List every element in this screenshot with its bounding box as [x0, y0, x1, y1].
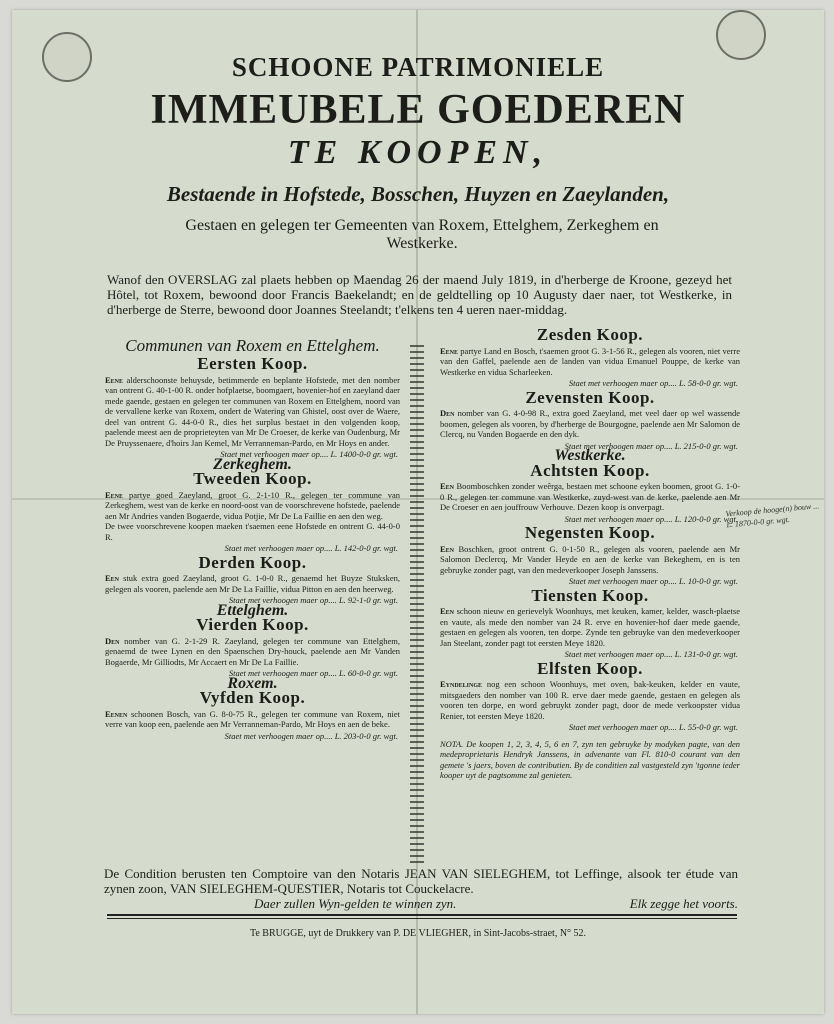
- wyn-gelden-text: Daer zullen Wyn-gelden te winnen zyn.: [254, 896, 457, 911]
- lot-price: Staet met verhoogen maer op.... L. 131-0-0 gr. wgt.: [564, 649, 738, 659]
- lot-text: [440, 408, 740, 440]
- lot-text: [440, 544, 740, 576]
- lot-initial: Een: [440, 606, 455, 616]
- printer-imprint: Te BRUGGE, uyt de Drukkery van P. DE VLIEGHER, in Sint-Jacobs-straet, N° 52.: [249, 928, 587, 939]
- poster-sheet: [12, 10, 824, 1014]
- lot-text: [440, 481, 740, 513]
- lot-text: [440, 346, 740, 378]
- lot-initial: Een: [440, 481, 455, 491]
- lot-heading: Vyfden Koop.: [199, 688, 306, 707]
- title-line-3: TE KOOPEN,: [287, 134, 549, 171]
- lot-price: Staet met verhoogen maer op.... L. 55-0-0 gr. wgt.: [568, 722, 738, 732]
- lot-body: alderschoonste behuysde, betimmerde en beplante Hofstede, met den nomber van ontrent G. 40-1-00 R. onder hofplaetse, boomgaert, hovenier-hof en zaeyland daer mede gaende, gestaen en gelegen ter communen van Roxem en Ettelghem, noord van de vervallene kerke van Roxem, ondert de Watering van Ghistel, oost over de Waere, deel van ontrent G. 44-0-0 R., dies het surplus bestaet in den volgenden koop, paelende meest aen de proprieteyten van Mr De Croeser, de kerke van Oudenburg, Mr De Pruyssenaere, d'hoirs Jan Kemel, Mr Verranneman-Pardo, en Mr Hoys en ander.: [105, 374, 400, 448]
- lot-body: Boomboschken zonder weêrga, bestaen met schoone eyken boomen, groot G. 1-0-0 R., gelegen ter commune van Westkerke, zuyd-west van de kerke, paelende aen Mr De Croeser en aen jouffrouw Verhouve. Dezen koop is onverpagt.: [440, 481, 741, 512]
- lot-body: nomber van G. 4-0-98 R., extra goed Zaeyland, met veel daer op wel wassende boomen, gelegen als vooren, by d'herberge de Bourgogne, paelende aen Mr Salomon de Clercq, nu Vanden Bogaerde en den dyk.: [440, 408, 741, 439]
- left-column: [105, 336, 400, 741]
- lot-initial: Eene: [105, 374, 124, 385]
- lot-price: Staet met verhoogen maer op.... L. 215-0-0 gr. wgt.: [564, 440, 738, 451]
- lot-body: partye Land en Bosch, t'saemen groot G. 3-1-56 R., gelegen als vooren, niet verre van den Gaffel, paelende aen de landen van vidua Emanuel Pouppe, de kerke van Westkerke en vidua Scharleeken.: [440, 345, 740, 377]
- lot-heading: Eersten Koop.: [197, 354, 308, 373]
- lot-heading: Derden Koop.: [198, 552, 307, 572]
- lot-text: [105, 573, 400, 594]
- lot-initial: Eyndelinge: [440, 679, 483, 689]
- center-ornament: [410, 345, 424, 865]
- bottom-rule-thin: [107, 918, 737, 919]
- lot-initial: Eene: [105, 489, 124, 500]
- lot-initial: Eenen: [105, 708, 128, 719]
- lot-price: Staet met verhoogen maer op.... L. 203-0-0 gr. wgt.: [224, 730, 398, 741]
- lot-initial: Den: [440, 408, 455, 418]
- lot-initial: Den: [105, 635, 120, 646]
- lot-price: Staet met verhoogen maer op.... L. 60-0-0 gr. wgt.: [228, 668, 398, 678]
- lot-body: Boschken, groot ontrent G. 0-1-50 R., gelegen als vooren, paelende aen Mr Salomon Declercq, Mr Vander Heyde en aen de kerke van Bekeghem, en is ten gebruyke zonder pagt, van den medeverkooper Joseph Janssens.: [440, 543, 741, 575]
- lot-heading: Tweeden Koop.: [193, 469, 312, 488]
- title-line-2: IMMEUBELE GOEDEREN: [150, 87, 686, 133]
- lot-price: Staet met verhoogen maer op.... L. 10-0-0 gr. wgt.: [568, 576, 738, 586]
- lot-body: nomber van G. 2-1-29 R. Zaeyland, gelegen ter commune van Ettelghem, genaemd de twee Lynen en den Spaenschen Dry-houck, paelende aen Mr Vanden Bogaerde, Mr Gilliodts, Mr Accaert en Mr De La Faillie.: [105, 635, 400, 667]
- lot-text: [105, 709, 400, 730]
- bottom-rule: [107, 914, 737, 916]
- lot-heading: Vierden Koop.: [196, 615, 309, 634]
- lot-heading: Negensten Koop.: [524, 523, 656, 542]
- region-heading: Ettelghem.: [216, 601, 289, 619]
- title-line-1: SCHOONE PATRIMONIELE: [231, 52, 605, 82]
- region-heading: Communen van Roxem en Ettelghem.: [125, 336, 380, 355]
- lot-heading: Tiensten Koop.: [531, 585, 649, 605]
- lot-body: partye goed Zaeyland, groot G. 2-1-10 R., gelegen ter commune van Zerkeghem, west van de kerke en noord-oost van de voorschrevene hofstede, paelende aen Mr Andries vanden Bogaerde, vidua Potjie, Mr De La Faillie en aen den weg.: [105, 489, 401, 521]
- lot-initial: Een: [440, 543, 455, 554]
- lot-body: nog een schoon Woonhuys, met oven, bak-keuken, kelder en vaute, mitsgaeders den nomber van 100 R. erve daer mede gaende, gestaen en gelegen als vooren ten dorpe, en word gebruykt zonder pagt, door de mede verkoopster vidua Renier, tot eersten Meye 1820.: [440, 679, 740, 721]
- lot-price: Staet met verhoogen maer op.... L. 142-0-0 gr. wgt.: [224, 543, 398, 553]
- lot-heading: Achtsten Koop.: [530, 460, 650, 480]
- lot-body: schoon nieuw en gerievelyk Woonhuys, met keuken, kamer, kelder, wasch-plaetse en vaute, als mede den nomber van 24 R. erve en hovenier-hof daer mede gaende, gestaen en gelegen als vooren, ten dorpe. Zynde ten gebruyke van den medeverkooper Jan Steelant, zonder pagt tot eersten Meye 1820.: [440, 606, 740, 648]
- lot-text: [440, 606, 740, 648]
- lot-text: [105, 490, 400, 522]
- lot-note: De twee voorschrevene koopen maeken t'saemen eene Hofstede en ontrent G. 44-0-0 R.: [105, 521, 400, 542]
- lot-body: stuk extra goed Zaeyland, groot G. 1-0-0 R., genaemd het Buyze Stuksken, gelegen als vooren, paelende aen Mr De La Faillie, vidua Pitton en aen den heerweg.: [105, 573, 400, 594]
- nota-paragraph: NOTA. De koopen 1, 2, 3, 4, 5, 6 en 7, zyn ten gebruyke by modyken pagte, van den medeproprietaris Hendryk Janssens, in advenante van Fl. 810-0 courant van den gemete 's jaers, boven de contributien. By de conditien zal vastgesteld zyn 'tgonne ieder kooper uyt de pagtsomme zal genieten.: [440, 738, 740, 780]
- lot-price: Staet met verhoogen maer op.... L. 1400-0-0 gr. wgt.: [220, 449, 398, 459]
- handwritten-annotation: Verkoop de hooge(n) bouw ... L. 1870-0-0 gr. wgt.: [725, 501, 820, 530]
- right-column: [440, 326, 740, 781]
- subtitle-line: Bestaende in Hofstede, Bosschen, Huyzen en Zaeylanden,: [166, 182, 670, 206]
- lot-price: Staet met verhoogen maer op.... L. 92-1-0 gr. wgt.: [228, 595, 398, 605]
- lot-price: Staet met verhoogen maer op.... L. 120-0-0 gr. wgt.: [564, 513, 738, 524]
- lot-heading: Elfsten Koop.: [537, 658, 643, 678]
- lot-text: [440, 679, 740, 721]
- location-line: Gestaen en gelegen ter Gemeenten van Roxem, Ettelghem, Zerkeghem en Westkerke.: [185, 217, 659, 252]
- voorts-text: Elk zegge het voorts.: [629, 896, 738, 911]
- region-heading: Roxem.: [227, 674, 278, 692]
- region-heading: Westkerke.: [554, 447, 626, 464]
- lot-initial: Een: [105, 573, 120, 583]
- lot-heading: Zevensten Koop.: [525, 387, 655, 407]
- lot-text: [105, 636, 400, 668]
- lot-text: [105, 375, 400, 449]
- region-heading: Zerkeghem.: [213, 455, 292, 473]
- lot-initial: Eene: [440, 345, 459, 356]
- conditions-paragraph: De Condition berusten ten Comptoire van den Notaris JEAN VAN SIELEGHEM, tot Leffinge, alsook ter étude van zynen zoon, VAN SIELEGHEM-QUESTIER, Notaris tot Couckelacre.: [104, 866, 738, 896]
- lot-heading: Zesden Koop.: [536, 325, 644, 344]
- lot-price: Staet met verhoogen maer op.... L. 58-0-0 gr. wgt.: [568, 378, 738, 388]
- intro-paragraph: Wanof den OVERSLAG zal plaets hebben op Maendag 26 der maend July 1819, in d'herberge de Kroone, gezeyd het Hôtel, tot Roxem, bewoond door Francis Baekelandt; en de geldtelling op 10 Augusty daer naer, tot Westkerke, in d'herberge de Sterre, bewoond door Joannes Steelandt; t'elkens ten 4 ueren naer-middag.: [107, 272, 732, 317]
- lot-body: schoonen Bosch, van G. 8-0-75 R., gelegen ter commune van Roxem, niet verre van koop een, paelende aen Mr Verranneman-Pardo, Mr Hoys en aen de beke.: [105, 708, 400, 729]
